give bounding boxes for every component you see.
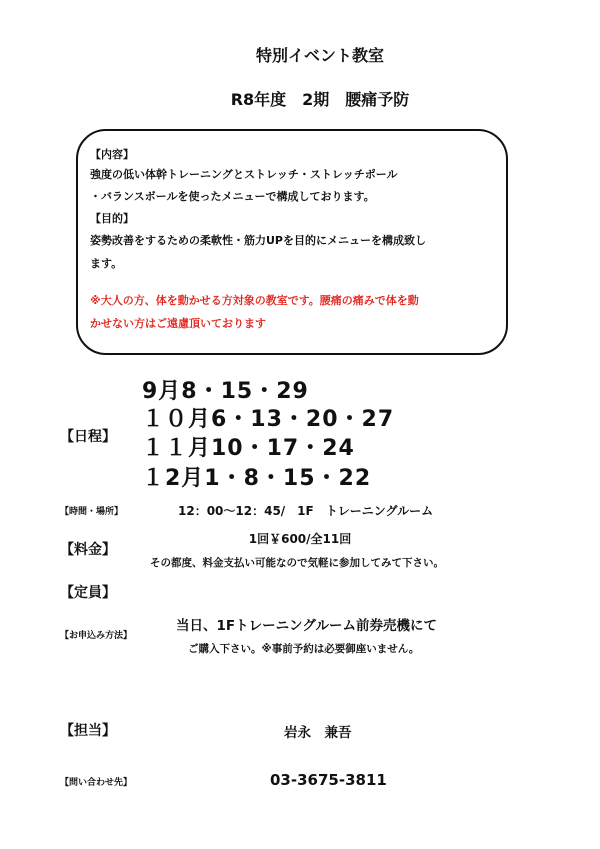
- application-label: 【お申込み方法】: [60, 631, 133, 641]
- contact-label: 【問い合わせ先】: [60, 778, 133, 788]
- staff-label: 【担当】: [60, 723, 116, 739]
- content-line-1: 強度の低い体幹トレーニングとストレッチ・ストレッチポール: [90, 168, 398, 181]
- fee-label: 【料金】: [60, 542, 116, 558]
- notice-line-1: ※大人の方、体を動かせる方対象の教室です。腰痛の痛みで体を動: [90, 294, 419, 307]
- purpose-line-2: ます。: [90, 257, 123, 270]
- page-title: 特別イベント教室: [255, 46, 384, 65]
- schedule-date-dec: １2月1・8・15・22: [142, 466, 372, 491]
- content-line-2: ・バランスボールを使ったメニューで構成しております。: [90, 190, 375, 203]
- staff-value: 岩永 兼吾: [284, 725, 352, 741]
- application-line-2: ご購入下さい。※事前予約は必要御座いません。: [188, 643, 420, 655]
- contact-phone: 03-3675-3811: [270, 771, 387, 789]
- purpose-line-1: 姿勢改善をするための柔軟性・筋力UPを目的にメニューを構成致し: [90, 234, 426, 247]
- notice-line-2: かせない方はご遠慮頂いております: [90, 317, 266, 330]
- schedule-date-oct: １０月6・13・20・27: [142, 407, 395, 432]
- page-subtitle: R8年度 2期 腰痛予防: [230, 90, 410, 109]
- time-place-label: 【時間・場所】: [60, 507, 124, 517]
- fee-note: その都度、料金支払い可能なので気軽に参加してみて下さい。: [150, 557, 444, 569]
- schedule-date-nov: １１月10・17・24: [142, 436, 355, 461]
- content-heading: 【内容】: [90, 148, 134, 161]
- application-line-1: 当日、1Fトレーニングルーム前券売機にて: [176, 618, 437, 634]
- fee-value: 1回￥600/全11回: [248, 532, 352, 546]
- capacity-label: 【定員】: [60, 585, 116, 601]
- schedule-label: 【日程】: [60, 429, 116, 445]
- time-place-value: 12：00〜12：45/ 1F トレーニングルーム: [178, 504, 434, 518]
- schedule-date-sep: 9月8・15・29: [142, 379, 309, 404]
- purpose-heading: 【目的】: [90, 212, 134, 225]
